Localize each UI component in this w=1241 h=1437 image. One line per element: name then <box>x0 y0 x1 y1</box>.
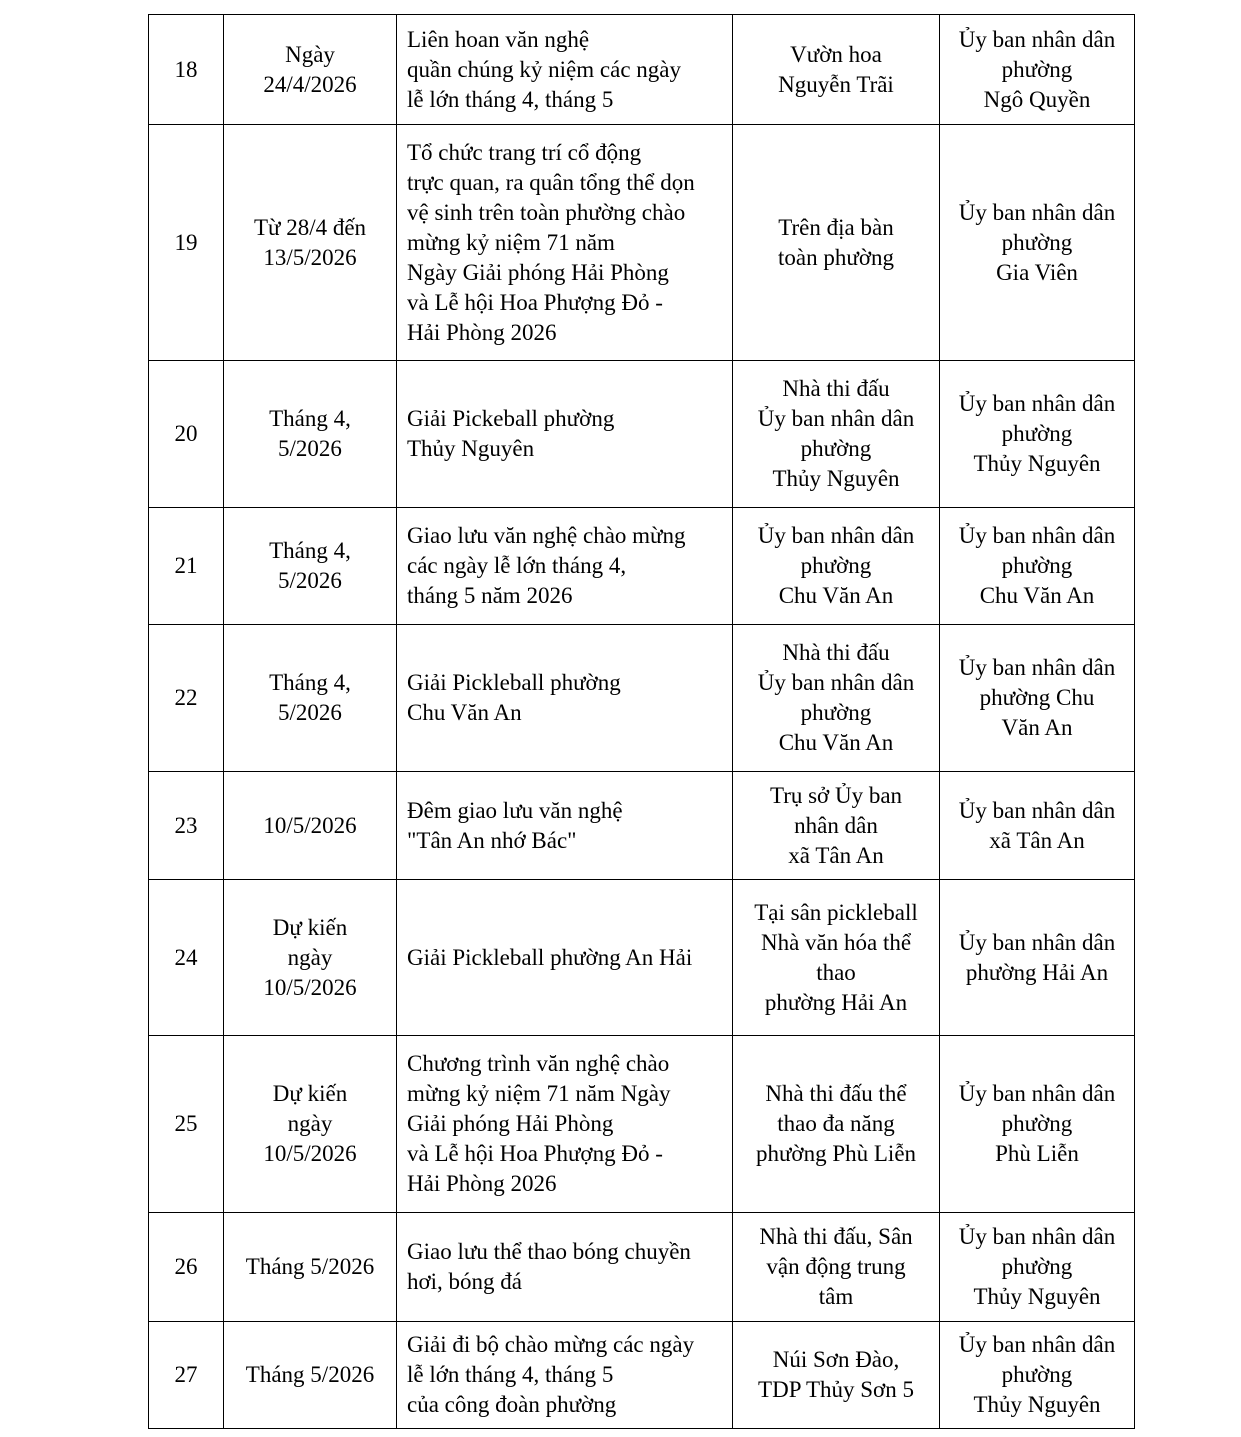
row-number: 18 <box>149 15 224 125</box>
event-activity: Giải đi bộ chào mừng các ngày lễ lớn tháng 4, tháng 5 của công đoàn phường <box>397 1322 733 1429</box>
event-organizer: Ủy ban nhân dân phường Gia Viên <box>940 125 1135 361</box>
event-organizer: Ủy ban nhân dân phường Hải An <box>940 880 1135 1036</box>
table-row <box>149 625 1135 772</box>
event-organizer: Ủy ban nhân dân phường Chu Văn An <box>940 625 1135 772</box>
event-activity: Giải Pickleball phường An Hải <box>397 880 733 1036</box>
event-place: Trên địa bàn toàn phường <box>733 125 940 361</box>
row-number: 27 <box>149 1322 224 1429</box>
table-row <box>149 1036 1135 1213</box>
event-time: Tháng 4, 5/2026 <box>224 508 397 625</box>
event-organizer: Ủy ban nhân dân phường Thủy Nguyên <box>940 1322 1135 1429</box>
event-time: Tháng 5/2026 <box>224 1322 397 1429</box>
row-number: 24 <box>149 880 224 1036</box>
event-time: Tháng 4, 5/2026 <box>224 625 397 772</box>
event-activity: Giải Pickeball phường Thủy Nguyên <box>397 361 733 508</box>
event-time: 10/5/2026 <box>224 772 397 880</box>
row-number: 21 <box>149 508 224 625</box>
event-organizer: Ủy ban nhân dân phường Phù Liễn <box>940 1036 1135 1213</box>
event-activity: Đêm giao lưu văn nghệ "Tân An nhớ Bác" <box>397 772 733 880</box>
event-activity: Giao lưu văn nghệ chào mừng các ngày lễ lớn tháng 4, tháng 5 năm 2026 <box>397 508 733 625</box>
event-place: Ủy ban nhân dân phường Chu Văn An <box>733 508 940 625</box>
event-time: Ngày 24/4/2026 <box>224 15 397 125</box>
row-number: 25 <box>149 1036 224 1213</box>
event-place: Trụ sở Ủy ban nhân dân xã Tân An <box>733 772 940 880</box>
table-row <box>149 1213 1135 1322</box>
events-table <box>148 14 1135 1429</box>
event-time: Tháng 4, 5/2026 <box>224 361 397 508</box>
event-time: Dự kiến ngày 10/5/2026 <box>224 1036 397 1213</box>
event-time: Dự kiến ngày 10/5/2026 <box>224 880 397 1036</box>
event-place: Nhà thi đấu Ủy ban nhân dân phường Chu Văn An <box>733 625 940 772</box>
event-place: Nhà thi đấu Ủy ban nhân dân phường Thủy Nguyên <box>733 361 940 508</box>
event-place: Nhà thi đấu thể thao đa năng phường Phù Liễn <box>733 1036 940 1213</box>
table-row <box>149 125 1135 361</box>
row-number: 26 <box>149 1213 224 1322</box>
event-organizer: Ủy ban nhân dân xã Tân An <box>940 772 1135 880</box>
event-time: Từ 28/4 đến 13/5/2026 <box>224 125 397 361</box>
table-row <box>149 361 1135 508</box>
event-activity: Giao lưu thể thao bóng chuyền hơi, bóng đá <box>397 1213 733 1322</box>
event-organizer: Ủy ban nhân dân phường Thủy Nguyên <box>940 361 1135 508</box>
row-number: 20 <box>149 361 224 508</box>
table-row <box>149 772 1135 880</box>
event-organizer: Ủy ban nhân dân phường Chu Văn An <box>940 508 1135 625</box>
event-activity: Liên hoan văn nghệ quần chúng kỷ niệm các ngày lễ lớn tháng 4, tháng 5 <box>397 15 733 125</box>
row-number: 19 <box>149 125 224 361</box>
event-organizer: Ủy ban nhân dân phường Thủy Nguyên <box>940 1213 1135 1322</box>
event-place: Tại sân pickleball Nhà văn hóa thể thao phường Hải An <box>733 880 940 1036</box>
row-number: 22 <box>149 625 224 772</box>
event-organizer: Ủy ban nhân dân phường Ngô Quyền <box>940 15 1135 125</box>
event-place: Vườn hoa Nguyễn Trãi <box>733 15 940 125</box>
event-activity: Tổ chức trang trí cổ động trực quan, ra quân tổng thể dọn vệ sinh trên toàn phường chào mừng kỷ niệm 71 năm Ngày Giải phóng Hải Phòng và Lễ hội Hoa Phượng Đỏ - Hải Phòng 2026 <box>397 125 733 361</box>
table-row <box>149 508 1135 625</box>
event-time: Tháng 5/2026 <box>224 1213 397 1322</box>
event-activity: Chương trình văn nghệ chào mừng kỷ niệm 71 năm Ngày Giải phóng Hải Phòng và Lễ hội Hoa Phượng Đỏ - Hải Phòng 2026 <box>397 1036 733 1213</box>
table-row <box>149 1322 1135 1429</box>
table-row <box>149 880 1135 1036</box>
event-activity: Giải Pickleball phường Chu Văn An <box>397 625 733 772</box>
event-place: Núi Sơn Đào, TDP Thủy Sơn 5 <box>733 1322 940 1429</box>
row-number: 23 <box>149 772 224 880</box>
event-place: Nhà thi đấu, Sân vận động trung tâm <box>733 1213 940 1322</box>
events-table-body <box>149 15 1135 1429</box>
table-row <box>149 15 1135 125</box>
